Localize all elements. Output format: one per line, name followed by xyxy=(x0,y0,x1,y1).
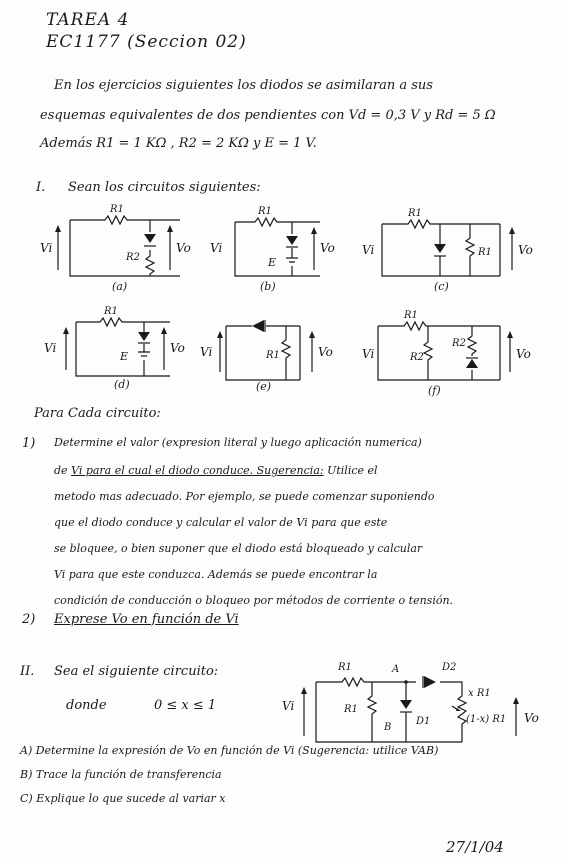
assignment-title: TAREA 4 xyxy=(46,10,130,30)
q1-line-7: condición de conducción o bloqueo por métodos de corriente o tensión. xyxy=(54,594,454,607)
q1-line-1: Determine el valor (expresion literal y luego aplicación numerica) xyxy=(54,436,422,449)
circuit-c-r1-label: R1 xyxy=(408,208,422,219)
circuit-e-r1-label: R1 xyxy=(266,350,280,361)
circuit-e-vi-label: Vi xyxy=(200,345,213,359)
section-2-range: 0 ≤ x ≤ 1 xyxy=(154,698,217,713)
task-c: C) Explique lo que sucede al variar x xyxy=(20,792,226,805)
circuit-c-vi-label: Vi xyxy=(362,243,375,257)
q1-line-2b: Vi para el cual el diodo conduce. xyxy=(71,464,254,477)
circuit-b-e-label: E xyxy=(268,256,277,269)
circuit-a-vi-label: Vi xyxy=(40,241,53,255)
circuit-d-r1-label: R1 xyxy=(104,306,118,317)
section-1-title: Sean los circuitos siguientes: xyxy=(68,180,261,195)
circuit-a-r1-label: R1 xyxy=(110,204,124,215)
circuit-2-vi-label: Vi xyxy=(282,699,295,713)
q2-text: Exprese Vo en función de Vi xyxy=(54,612,239,627)
section-2-title: Sea el siguiente circuito: xyxy=(54,664,219,679)
circuit-c-tag: (c) xyxy=(434,280,449,293)
circuit-e-tag: (e) xyxy=(256,380,272,393)
circuit-b-r1-label: R1 xyxy=(258,206,272,217)
circuit-2-a-label: A xyxy=(392,664,400,675)
section-1-numeral: I. xyxy=(36,180,46,195)
circuit-2-1mx-label: (1-x) R1 xyxy=(466,714,507,725)
q1-line-2 xyxy=(54,464,378,477)
circuit-f-vi-label: Vi xyxy=(362,347,375,361)
q1-line-5: se bloquee, o bien suponer que el diodo está bloqueado y calcular xyxy=(54,542,423,555)
section-2-donde: donde xyxy=(66,698,107,713)
q1-line-2d: Utilice el xyxy=(323,464,378,477)
circuit-d xyxy=(40,300,200,400)
circuit-e-vo-label: Vo xyxy=(318,345,333,359)
circuit-2-r1-label: R1 xyxy=(338,662,352,673)
circuit-2-xr1-label: x R1 xyxy=(468,688,491,699)
circuit-a-tag: (a) xyxy=(112,280,128,293)
q2-number: 2) xyxy=(22,612,36,627)
circuit-f-r1-label: R1 xyxy=(404,310,418,321)
task-b: B) Trace la función de transferencia xyxy=(20,768,222,781)
q1-line-4: que el diodo conduce y calcular el valor de Vi para que este xyxy=(54,516,388,529)
circuit-a-r2-label: R2 xyxy=(126,252,140,263)
course-section: EC1177 (Seccion 02) xyxy=(46,32,247,52)
q1-line-6: Vi para que este conduzca. Además se puede encontrar la xyxy=(54,568,378,581)
task-a: A) Determine la expresión de Vo en función de Vi (Sugerencia: utilice VAB) xyxy=(20,744,439,757)
circuit-d-vo-label: Vo xyxy=(170,341,185,355)
circuit-e xyxy=(200,300,360,400)
circuit-d-e-label: E xyxy=(120,350,129,363)
circuit-d-tag: (d) xyxy=(114,378,130,391)
date: 27/1/04 xyxy=(446,838,504,856)
circuit-2 xyxy=(276,650,551,750)
circuit-2-vo-label: Vo xyxy=(524,711,539,725)
circuit-b-vo-label: Vo xyxy=(320,241,335,255)
circuit-c xyxy=(360,200,550,295)
circuit-2-b-label: B xyxy=(384,722,392,733)
circuit-b-vi-label: Vi xyxy=(210,241,223,255)
q1-line-3: metodo mas adecuado. Por ejemplo, se puede comenzar suponiendo xyxy=(54,490,435,503)
intro-line-2: esquemas equivalentes de dos pendientes con Vd = 0,3 V y Rd = 5 Ω xyxy=(40,108,496,123)
q1-line-2c: Sugerencia: xyxy=(253,464,324,477)
q1-line-2a: de xyxy=(54,464,72,477)
circuit-f-r2a-label: R2 xyxy=(410,352,424,363)
circuit-c-r1b-label: R1 xyxy=(478,247,492,258)
circuit-2-d2-label: D2 xyxy=(442,662,457,673)
section-2-numeral: II. xyxy=(20,664,35,679)
circuit-2-d1-label: D1 xyxy=(416,716,431,727)
circuit-a xyxy=(40,200,200,295)
para-cada-heading: Para Cada circuito: xyxy=(34,406,161,421)
circuit-f-r2b-label: R2 xyxy=(452,338,466,349)
circuit-2-r1b-label: R1 xyxy=(344,704,358,715)
circuit-b-tag: (b) xyxy=(260,280,276,293)
circuit-a-vo-label: Vo xyxy=(176,241,191,255)
circuit-f-tag: (f) xyxy=(428,384,441,397)
circuit-f-vo-label: Vo xyxy=(516,347,531,361)
intro-line-3: Además R1 = 1 KΩ , R2 = 2 KΩ y E = 1 V. xyxy=(40,136,317,151)
circuit-c-vo-label: Vo xyxy=(518,243,533,257)
circuit-f xyxy=(360,300,550,400)
circuit-b xyxy=(210,200,350,295)
intro-line-1: En los ejercicios siguientes los diodos se asimilaran a sus xyxy=(54,78,433,93)
q1-number: 1) xyxy=(22,436,36,451)
circuit-d-vi-label: Vi xyxy=(44,341,57,355)
